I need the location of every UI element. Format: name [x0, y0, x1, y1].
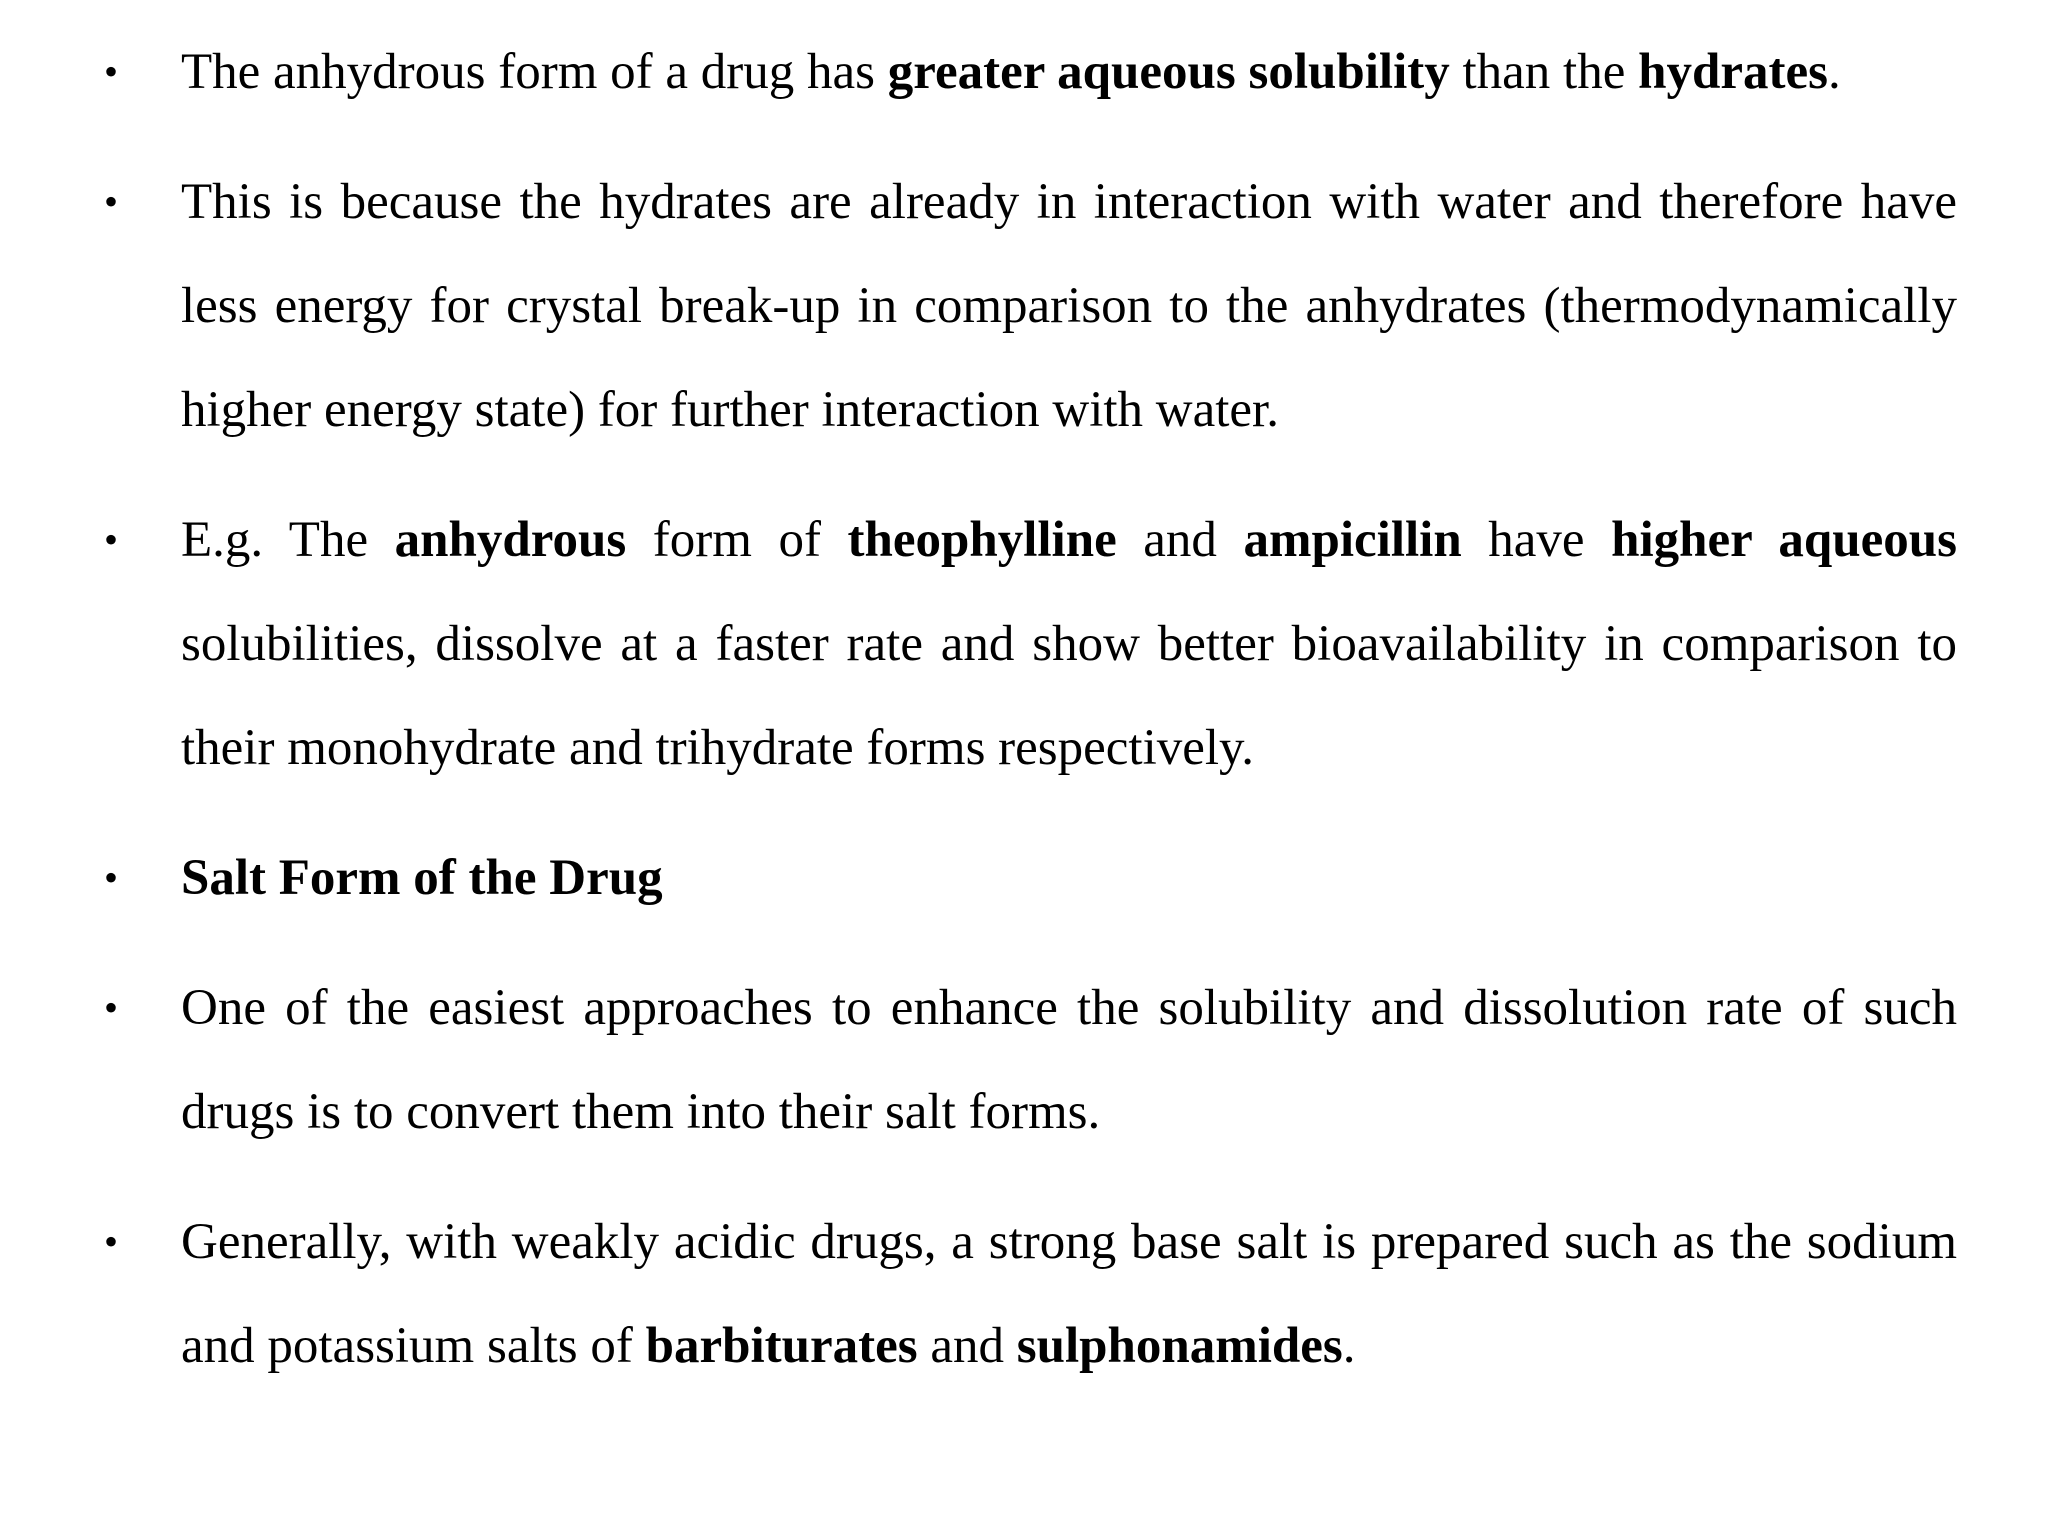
- bullet-icon: •: [104, 1219, 119, 1264]
- bullet-icon: •: [104, 179, 119, 224]
- list-item: [0, 488, 1957, 800]
- bullet-icon: •: [104, 49, 119, 94]
- list-item: [0, 150, 1957, 462]
- bullet-paragraph: This is because the hydrates are already in interaction with water and therefore have less energy for crystal break-up in comparison to the anhydrates (thermodynamically higher energy state) for further interaction with water.: [181, 174, 1957, 438]
- section-heading: Salt Form of the Drug: [181, 850, 663, 906]
- list-item: [0, 1190, 1957, 1398]
- bullet-icon: •: [104, 985, 119, 1030]
- bullet-paragraph: The anhydrous form of a drug has greater aqueous solubility than the hydrates.: [181, 44, 1841, 100]
- bullet-paragraph: E.g. The anhydrous form of theophylline and ampicillin have higher aqueous solubilities, dissolve at a faster rate and show better bioavailability in comparison to their monohydrate and trihydrate forms respectively.: [181, 512, 1957, 776]
- list-item: [0, 956, 1957, 1164]
- bullet-paragraph: Generally, with weakly acidic drugs, a strong base salt is prepared such as the sodium and potassium salts of barbiturates and sulphonamides.: [181, 1214, 1957, 1374]
- bullet-icon: •: [104, 855, 119, 900]
- bullet-paragraph: One of the easiest approaches to enhance the solubility and dissolution rate of such drugs is to convert them into their salt forms.: [181, 980, 1957, 1140]
- bullet-list: [0, 20, 2048, 1424]
- list-item: [0, 20, 1957, 124]
- list-item-heading: [0, 826, 1957, 930]
- bullet-icon: •: [104, 517, 119, 562]
